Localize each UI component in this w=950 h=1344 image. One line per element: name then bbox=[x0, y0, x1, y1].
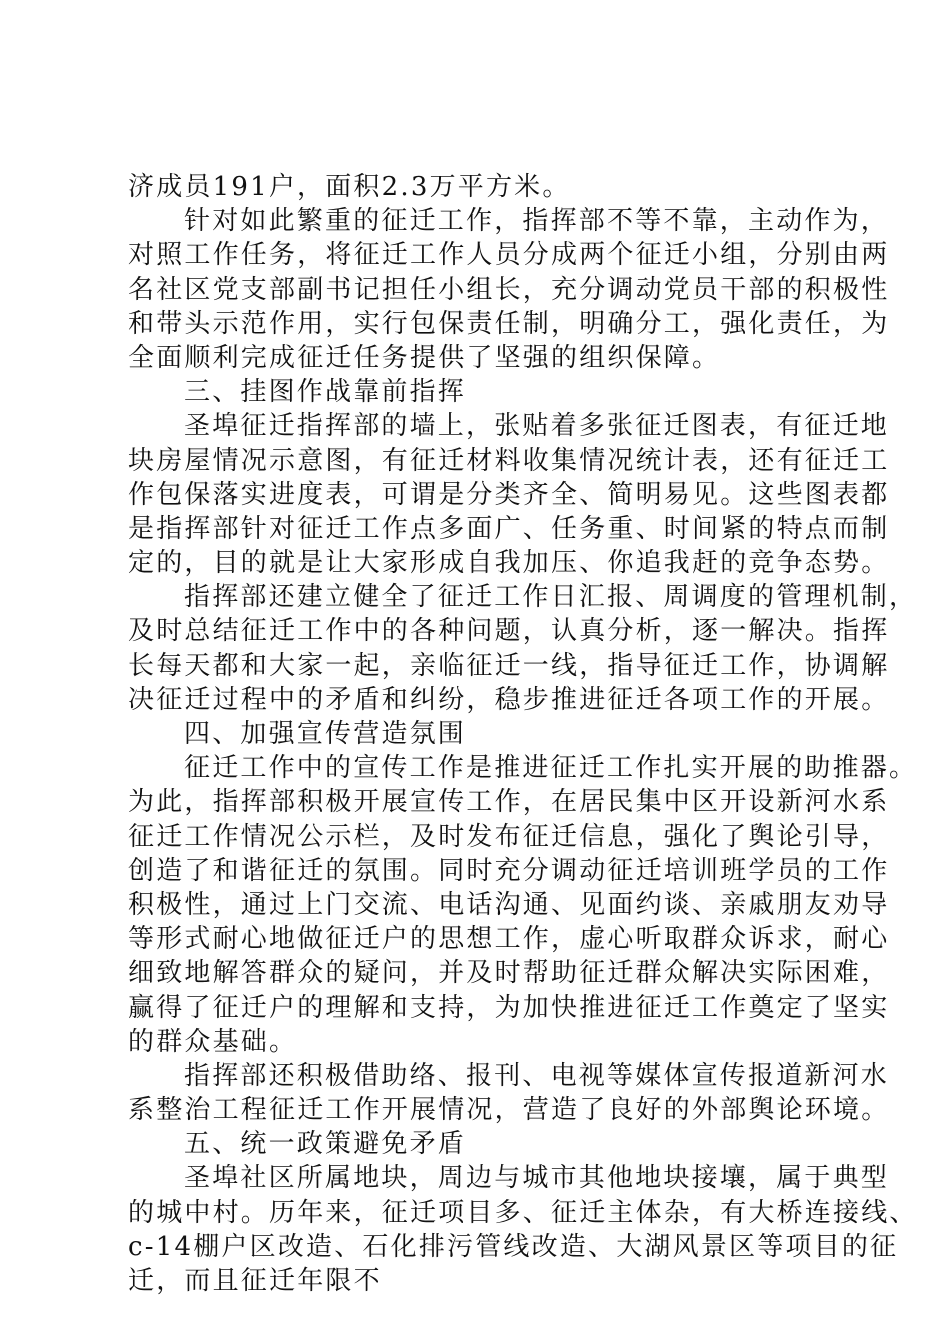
paragraph-line: 名社区党支部副书记担任小组长，充分调动党员干部的积极性 bbox=[128, 274, 890, 305]
paragraph-line: 块房屋情况示意图，有征迁材料收集情况统计表，还有征迁工 bbox=[128, 445, 890, 476]
paragraph-first-line: 圣埠社区所属地块，周边与城市其他地块接壤，属于典型 bbox=[184, 1163, 890, 1194]
paragraph-first-line: 三、挂图作战靠前指挥 bbox=[184, 377, 467, 408]
paragraph-first-line: 指挥部还积极借助络、报刊、电视等媒体宣传报道新河水 bbox=[184, 1060, 890, 1091]
paragraph-line: 决征迁过程中的矛盾和纠纷，稳步推进征迁各项工作的开展。 bbox=[128, 684, 890, 715]
paragraph-first-line: 指挥部还建立健全了征迁工作日汇报、周调度的管理机制， bbox=[184, 582, 918, 613]
paragraph-line: 系整治工程征迁工作开展情况，营造了良好的外部舆论环境。 bbox=[128, 1095, 890, 1126]
paragraph-first-line: 针对如此繁重的征迁工作，指挥部不等不靠，主动作为， bbox=[184, 206, 890, 237]
paragraph-line: 征迁工作情况公示栏，及时发布征迁信息，强化了舆论引导， bbox=[128, 821, 890, 852]
document-body bbox=[128, 170, 918, 1298]
paragraph-line: 等形式耐心地做征迁户的思想工作，虚心听取群众诉求，耐心 bbox=[128, 924, 890, 955]
paragraph-line: 济成员191户，面积2.3万平方米。 bbox=[128, 172, 571, 202]
paragraph-line: 长每天都和大家一起，亲临征迁一线，指导征迁工作，协调解 bbox=[128, 650, 890, 681]
paragraph-line: c-14棚户区改造、石化排污管线改造、大湖风景区等项目的征 bbox=[128, 1231, 899, 1262]
paragraph-line: 积极性，通过上门交流、电话沟通、见面约谈、亲戚朋友劝导 bbox=[128, 889, 890, 920]
paragraph-line: 是指挥部针对征迁工作点多面广、任务重、时间紧的特点而制 bbox=[128, 513, 890, 544]
paragraph-line: 作包保落实进度表，可谓是分类齐全、简明易见。这些图表都 bbox=[128, 479, 890, 510]
paragraph-line: 对照工作任务，将征迁工作人员分成两个征迁小组，分别由两 bbox=[128, 240, 890, 271]
paragraph-line: 全面顺利完成征迁任务提供了坚强的组织保障。 bbox=[128, 342, 721, 373]
paragraph-first-line: 五、统一政策避免矛盾 bbox=[184, 1129, 467, 1160]
paragraph-line: 和带头示范作用，实行包保责任制，明确分工，强化责任，为 bbox=[128, 308, 890, 339]
paragraph-first-line: 四、加强宣传营造氛围 bbox=[184, 719, 467, 749]
paragraph-line: 为此，指挥部积极开展宣传工作，在居民集中区开设新河水系 bbox=[128, 787, 890, 818]
paragraph-line: 创造了和谐征迁的氛围。同时充分调动征迁培训班学员的工作 bbox=[128, 855, 890, 886]
paragraph-first-line: 征迁工作中的宣传工作是推进征迁工作扎实开展的助推器。 bbox=[184, 753, 918, 784]
paragraph-line: 及时总结征迁工作中的各种问题，认真分析，逐一解决。指挥 bbox=[128, 616, 890, 647]
paragraph-line: 赢得了征迁户的理解和支持，为加快推进征迁工作奠定了坚实 bbox=[128, 992, 890, 1023]
paragraph-line: 定的，目的就是让大家形成自我加压、你追我赶的竞争态势。 bbox=[128, 548, 890, 579]
paragraph-line: 的城中村。历年来，征迁项目多、征迁主体杂，有大桥连接线、 bbox=[128, 1197, 918, 1228]
paragraph-line: 迁，而且征迁年限不 bbox=[128, 1266, 382, 1296]
paragraph-first-line: 圣埠征迁指挥部的墙上，张贴着多张征迁图表，有征迁地 bbox=[184, 411, 890, 442]
paragraph-line: 细致地解答群众的疑问，并及时帮助征迁群众解决实际困难， bbox=[128, 958, 890, 989]
paragraph-line: 的群众基础。 bbox=[128, 1026, 298, 1057]
